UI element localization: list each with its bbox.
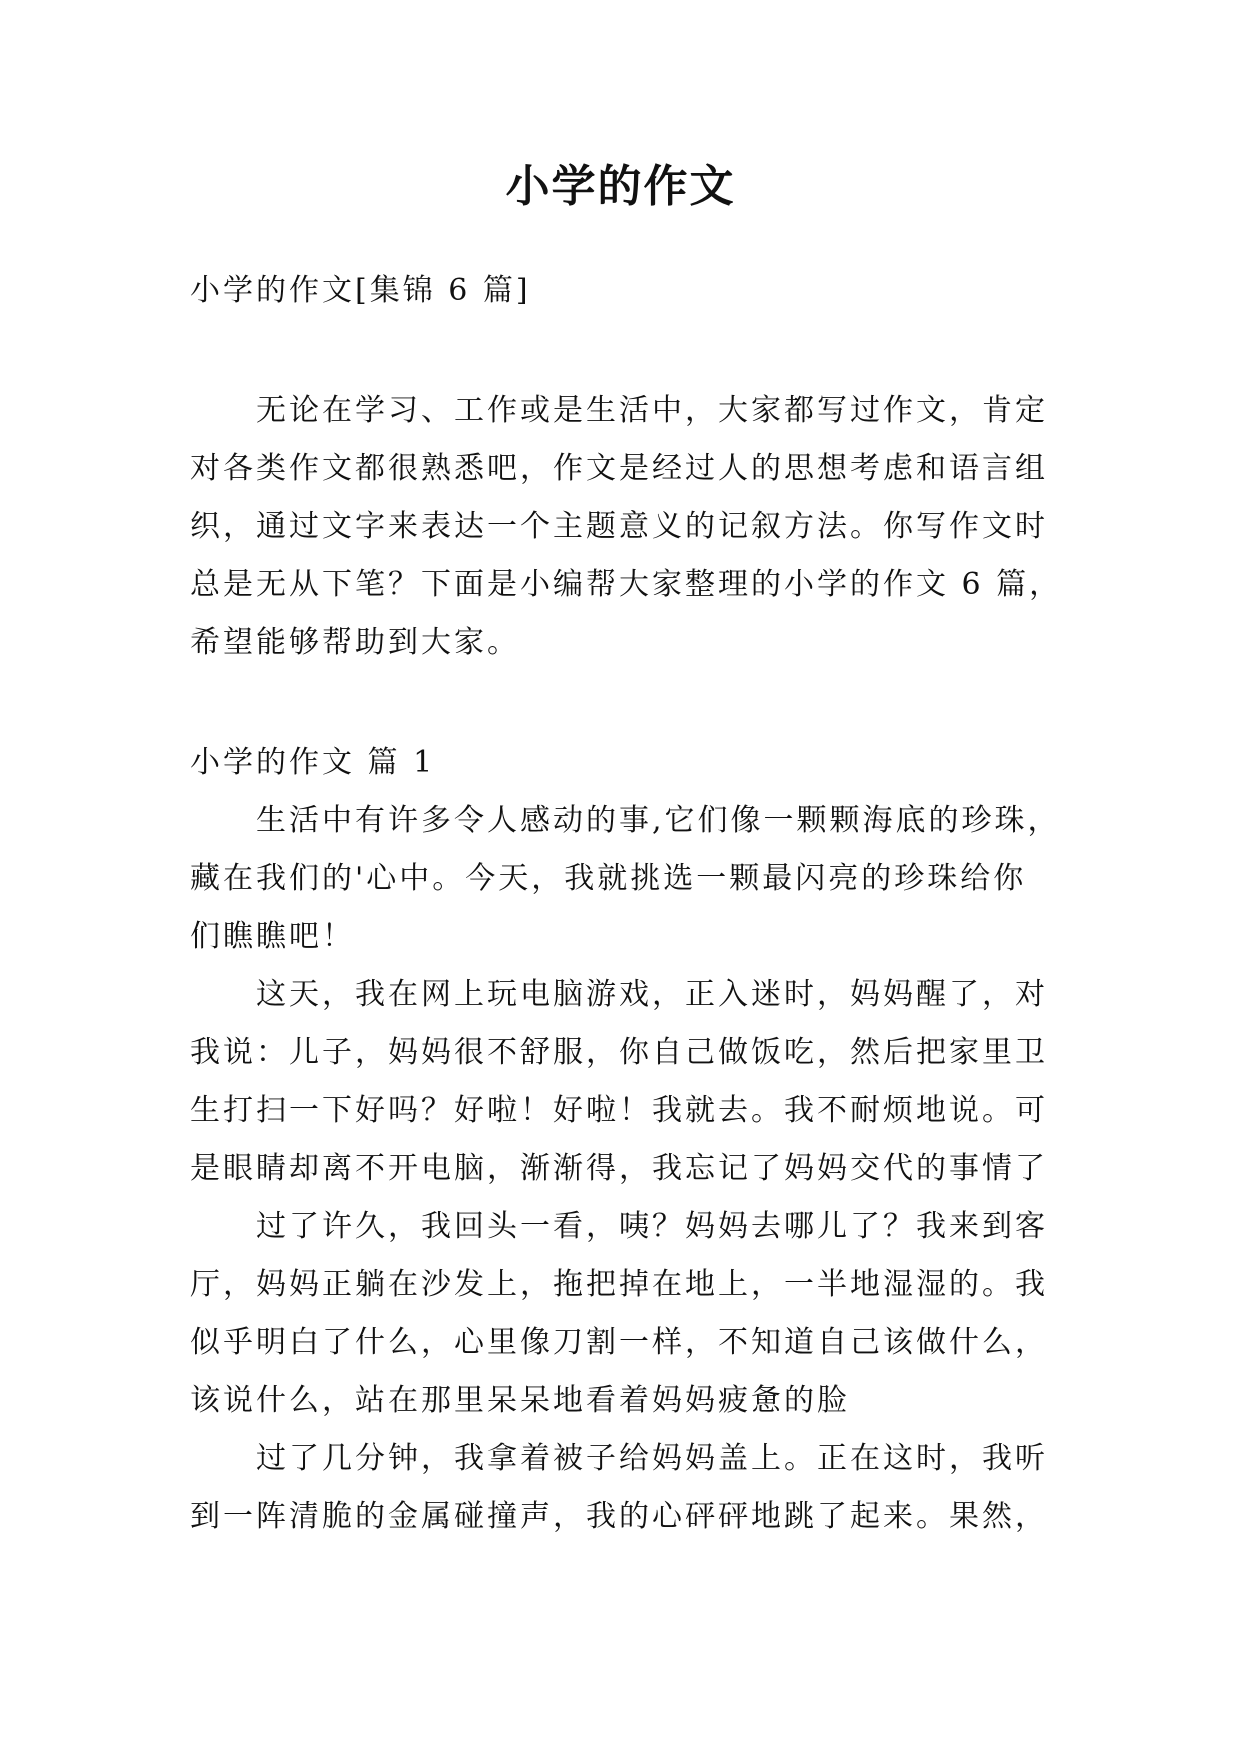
intro-line: 无论在学习、工作或是生活中，大家都写过作文，肯定: [256, 393, 1048, 428]
intro-line: 希望能够帮助到大家。: [190, 625, 520, 660]
intro-paragraph: [190, 382, 1063, 672]
intro-line: 对各类作文都很熟悉吧，作文是经过人的思想考虑和语言组: [190, 451, 1048, 486]
document-body: [190, 262, 1063, 1546]
body-paragraph: [190, 792, 1060, 966]
paragraph-line: 到一阵清脆的金属碰撞声，我的心砰砰地跳了起来。果然，: [190, 1499, 1048, 1534]
body-paragraph: [190, 966, 1060, 1198]
document-title: 小学的作文: [505, 161, 736, 212]
paragraph-line: 过了几分钟，我拿着被子给妈妈盖上。正在这时，我听: [256, 1441, 1048, 1476]
paragraph-line: 似乎明白了什么，心里像刀割一样，不知道自己该做什么，: [190, 1325, 1048, 1360]
body-paragraph: [190, 1198, 1060, 1430]
section-heading: 小学的作文 篇 1: [190, 745, 436, 780]
paragraph-line: 过了许久，我回头一看，咦？妈妈去哪儿了？我来到客: [256, 1209, 1048, 1244]
paragraph-line: 我说：儿子，妈妈很不舒服，你自己做饭吃，然后把家里卫: [190, 1035, 1048, 1070]
paragraph-line: 这天，我在网上玩电脑游戏，正入迷时，妈妈醒了，对: [256, 977, 1048, 1012]
paragraph-line: 生活中有许多令人感动的事,它们像一颗颗海底的珍珠，: [256, 803, 1061, 838]
paragraph-line: 们瞧瞧吧！: [190, 919, 355, 954]
document-subtitle: 小学的作文[集锦 6 篇]: [190, 273, 531, 308]
paragraph-line: 藏在我们的'心中。今天，我就挑选一颗最闪亮的珍珠给你: [190, 861, 1027, 896]
paragraph-line: 该说什么，站在那里呆呆地看着妈妈疲惫的脸: [190, 1383, 850, 1418]
intro-line: 总是无从下笔？下面是小编帮大家整理的小学的作文 6 篇，: [190, 567, 1063, 602]
intro-line: 织，通过文字来表达一个主题意义的记叙方法。你写作文时: [190, 509, 1048, 544]
body-paragraph: [190, 1430, 1060, 1546]
paragraph-line: 厅，妈妈正躺在沙发上，拖把掉在地上，一半地湿湿的。我: [190, 1267, 1048, 1302]
paragraph-line: 生打扫一下好吗？好啦！好啦！我就去。我不耐烦地说。可: [190, 1093, 1048, 1128]
paragraph-line: 是眼睛却离不开电脑，渐渐得，我忘记了妈妈交代的事情了: [190, 1151, 1048, 1186]
